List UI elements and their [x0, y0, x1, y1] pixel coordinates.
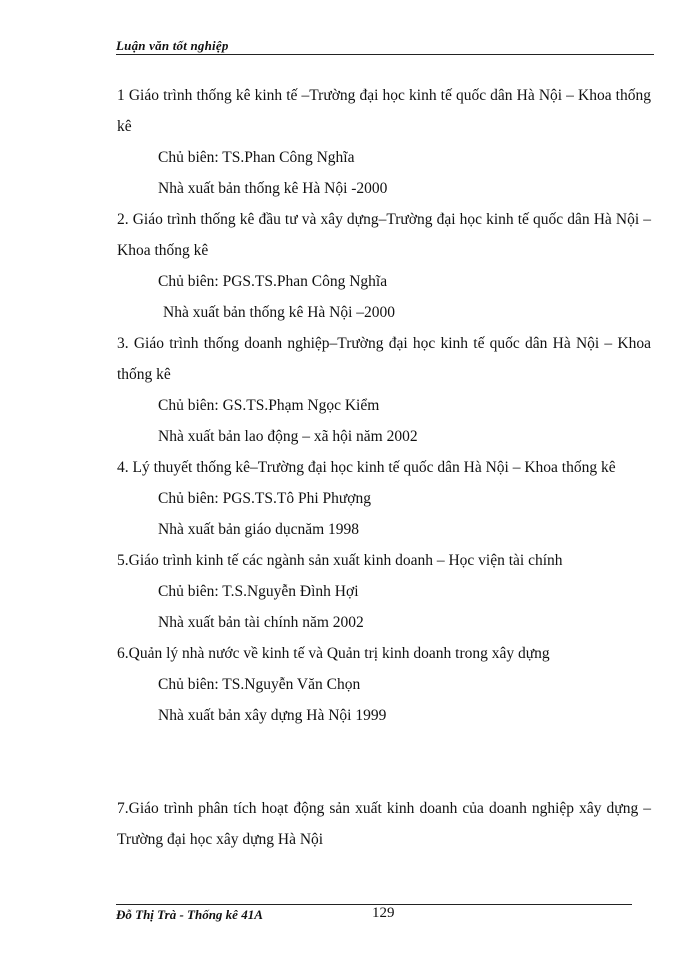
header-divider [116, 54, 654, 55]
reference-item [117, 452, 651, 545]
reference-publisher: Nhà xuất bản thống kê Hà Nội –2000 [163, 304, 396, 321]
reference-publisher: Nhà xuất bản giáo dụcnăm 1998 [158, 521, 360, 538]
reference-title: 7.Giáo trình phân tích hoạt động sản xuất kinh doanh của doanh nghiệp xây dựng – Trường đại học xây dựng Hà Nội [117, 800, 651, 848]
reference-publisher: Nhà xuất bản thống kê Hà Nội -2000 [158, 180, 388, 197]
footer-author: Đỗ Thị Trà - Thống kê 41A [116, 907, 263, 922]
reference-editor: Chủ biên: TS.Nguyễn Văn Chọn [158, 676, 361, 693]
reference-title: 6.Quản lý nhà nước về kinh tế và Quản trị kinh doanh trong xây dựng [117, 645, 550, 662]
reference-publisher: Nhà xuất bản xây dựng Hà Nội 1999 [158, 707, 387, 724]
reference-editor: Chủ biên: GS.TS.Phạm Ngọc Kiểm [158, 397, 380, 414]
reference-title: 3. Giáo trình thống doanh nghiệp–Trường đại học kinh tế quốc dân Hà Nội – Khoa thống kê [117, 335, 651, 383]
reference-item [117, 204, 651, 328]
spacer [117, 731, 651, 793]
page-number: 129 [372, 905, 395, 921]
reference-title: 2. Giáo trình thống kê đầu tư và xây dựng–Trường đại học kinh tế quốc dân Hà Nội – Khoa thống kê [117, 211, 651, 259]
reference-title: 5.Giáo trình kinh tế các ngành sản xuất kinh doanh – Học viện tài chính [117, 552, 563, 569]
reference-list [117, 80, 651, 855]
reference-item [117, 328, 651, 452]
reference-editor: Chủ biên: PGS.TS.Phan Công Nghĩa [158, 273, 388, 290]
page-header-title: Luận văn tốt nghiệp [116, 38, 229, 53]
reference-item [117, 638, 651, 731]
reference-title: 4. Lý thuyết thống kê–Trường đại học kinh tế quốc dân Hà Nội – Khoa thống kê [117, 459, 616, 476]
reference-title: 1 Giáo trình thống kê kinh tế –Trường đại học kinh tế quốc dân Hà Nội – Khoa thống kê [117, 87, 651, 135]
reference-item [117, 545, 651, 638]
reference-item [117, 80, 651, 204]
reference-item [117, 793, 651, 855]
reference-editor: Chủ biên: TS.Phan Công Nghĩa [158, 149, 355, 166]
reference-publisher: Nhà xuất bản tài chính năm 2002 [158, 614, 364, 631]
reference-editor: Chủ biên: T.S.Nguyễn Đình Hợi [158, 583, 359, 600]
reference-editor: Chủ biên: PGS.TS.Tô Phi Phượng [158, 490, 371, 507]
reference-publisher: Nhà xuất bản lao động – xã hội năm 2002 [158, 428, 418, 445]
